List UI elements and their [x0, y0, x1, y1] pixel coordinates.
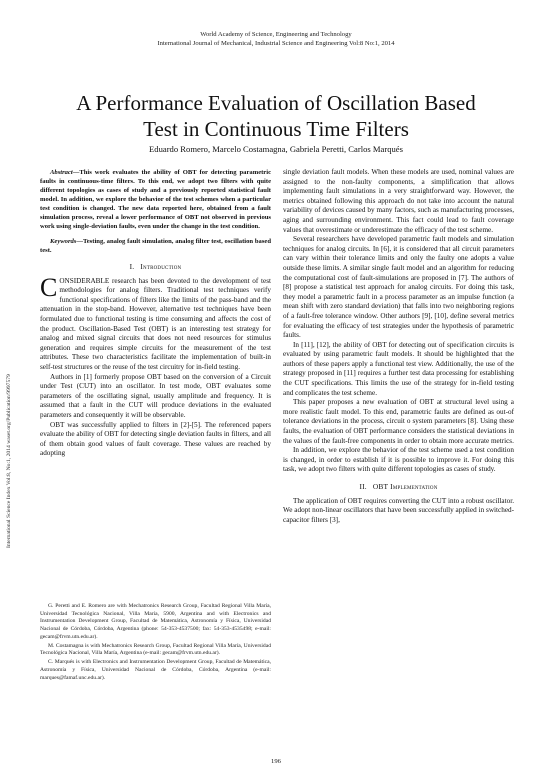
intro-paragraph-1-text: research has been devoted to the development of test methodologies for analog filters. Traditional test techniques verify functional specifications of filters like the limits of the pass-band and the attenuation in the stop-band. However, alternative test techniques have been formulated due to functional testing is time consuming and affects the cost of the product. Oscillation-Based Test (OBT) is an interesting test strategy for analog and mixed signal circuits that does not need resources for stimulus generation and requires simple circuits for the measurement of the test attributes. These two characteristics facilitate the implementation of built-in self-test structures or the reuse of the test circuitry for in-field testing.	[40, 276, 271, 371]
footnote-2: M. Costamagna is with Mechatronics Research Group, Facultad Regional Villa María, Universidad Tecnológica Nacional, Villa María, Argentina (e-mail: gecam@frvm.utn.edu.ar).	[40, 642, 271, 657]
author-footnotes	[40, 603, 271, 684]
section-title: Introduction	[140, 262, 182, 271]
keywords-text: —Testing, analog fault simulation, analog filter test, oscillation based test.	[40, 238, 271, 254]
section-title: OBT Implementation	[372, 482, 438, 491]
intro-paragraph-3: OBT was successfully applied to filters in [2]-[5]. The referenced papers evaluate the ability of OBT for detecting single deviation faults in filters, and all of them obtain good values of fault coverage. These values are reached by adopting	[40, 420, 271, 458]
right-paragraph-6: The application of OBT requires converting the CUT into a robust oscillator. We adopt non-linear oscillators that have been successfully applied in switched- capacitor filters [3],	[283, 496, 514, 524]
author-list: Eduardo Romero, Marcelo Costamagna, Gabriela Peretti, Carlos Marqués	[149, 144, 403, 154]
abstract-label: Abstract	[50, 169, 73, 176]
right-paragraph-4: This paper proposes a new evaluation of OBT at structural level using a more realistic fault model. To this end, parametric faults are defined as out-of tolerance deviations in the process, circuit o system parameters [8]. Using these faults, the evaluation of OBT performance considers the statistical deviations in the values of the fault-free components in order to obtain more accurate metrics.	[283, 398, 514, 445]
footnote-3: C. Marqués is with Electronics and Instrumentation Development Group, Facultad de Matemática, Astronomía y Física, Universidad Nacional de Córdoba, Córdoba, Argentina (e-mail: marques@famaf.unc.edu.ar).	[40, 659, 271, 681]
section-number: II.	[359, 482, 367, 491]
journal-header	[0, 30, 552, 48]
intro-lead-caps: ONSIDERABLE	[59, 276, 110, 285]
journal-header-line1: World Academy of Science, Engineering and Technology	[200, 31, 352, 38]
drop-cap: C	[40, 272, 58, 302]
paper-title-line1: A Performance Evaluation of Oscillation Based	[76, 91, 476, 115]
section-heading-introduction	[40, 262, 271, 272]
page-number: 196	[271, 758, 281, 765]
paper-title-line2: Test in Continuous Time Filters	[143, 117, 409, 141]
intro-paragraph-2: Authors in [1] formerly propose OBT based on the conversion of a Circuit under Test (CUT) into an oscillator. In test mode, OBT evaluates some parameters of the oscillating signal, usually amplitude and frequency. It is assumed that a fault in the CUT will produce deviations in the evaluated parameters and consequently it will be observable.	[40, 372, 271, 419]
keywords-label: Keywords	[50, 238, 77, 245]
left-column	[40, 168, 271, 459]
keywords	[40, 237, 271, 255]
right-paragraph-5: In addition, we explore the behavior of the test scheme used a test condition is changed, in order to establish if it is possible to improve it. For doing this task, we adopt two filters with quite different topologies as cases of study.	[283, 446, 514, 474]
right-column	[283, 168, 514, 525]
side-index-label: International Science Index Vol:8, No:1, 2014 waset.org/Publication/9997579	[6, 374, 12, 548]
abstract-text: —This work evaluates the ability of OBT for detecting parametric faults in continuous-time filters. To this end, we adopt two filters with quite different topologies as cases of study and a previously reported statistical fault model. In addition, we explore the behavior of the test schemes when a particular test condition is changed. The new data reported here, obtained from a fault simulation process, reveal a lower performance of OBT not observed in previous work using single-deviation faults, even under the change in the test condition.	[40, 169, 271, 230]
right-paragraph-3: In [11], [12], the ability of OBT for detecting out of specification circuits is evaluated by using parametric fault models. It should be highlighted that the authors of these papers apply a functional test view. Additionally, the use of the strategy proposed in [11] requires a further test data processing for establishing the CUT specifications. This limits the use of the strategy for in-field testing and complicates the test scheme.	[283, 340, 514, 397]
abstract	[40, 168, 271, 231]
footnote-1: G. Peretti and E. Romero are with Mechatronics Research Group, Facultad Regional Villa María, Universidad Tecnológica Nacional, Villa María, 5900, Argentina and with Electronics and Instrumentation Development Group, Facultad de Matemática, Astronomía y Física, Universidad Nacional de Córdoba, Córdoba, Argentina (phone: 54-353-4537500; fax: 54-353-4535498; e-mail: gecam@frvm.utn.edu.ar).	[40, 603, 271, 640]
intro-paragraph-1	[40, 272, 271, 373]
right-paragraph-2: Several researchers have developed parametric fault models and simulation techniques for analog circuits. In [6], it is considered that all circuit parameters can vary within their tolerance limits and only the faulty one adopts a value outside these limits. A similar single fault model and an algorithm for reducing the computational cost of fault-simulations are proposed in [7]. The authors of [8] propose a statistical test approach for analog circuits. For doing this task, they model a parametric fault in a process parameter as an impulse function (a mean shift with zero standard deviation) that falls into two neighboring regions of a fault-free tolerance window. Other authors [9], [10], define several metrics for evaluating the efficacy of test strategies under the hypothesis of parametric faults.	[283, 235, 514, 340]
section-heading-obt-implementation	[283, 482, 514, 492]
right-paragraph-1: single deviation fault models. When these models are used, nominal values are assigned to the non-faulty components, a simplification that allows implementing fault simulations in a very straightforward way. However, the metrics obtained following this approach do not take into account the natural variability of devices caused by many factors, such as manufacturing processes, aging and surrounding environment. This fact could lead to fault coverage values that overestimate or underestimate the efficacy of the test scheme.	[283, 168, 514, 234]
section-number: I.	[129, 262, 135, 271]
journal-header-line2: International Journal of Mechanical, Industrial Science and Engineering Vol:8 No:1, 2014	[157, 40, 395, 47]
paper-title	[40, 90, 512, 142]
